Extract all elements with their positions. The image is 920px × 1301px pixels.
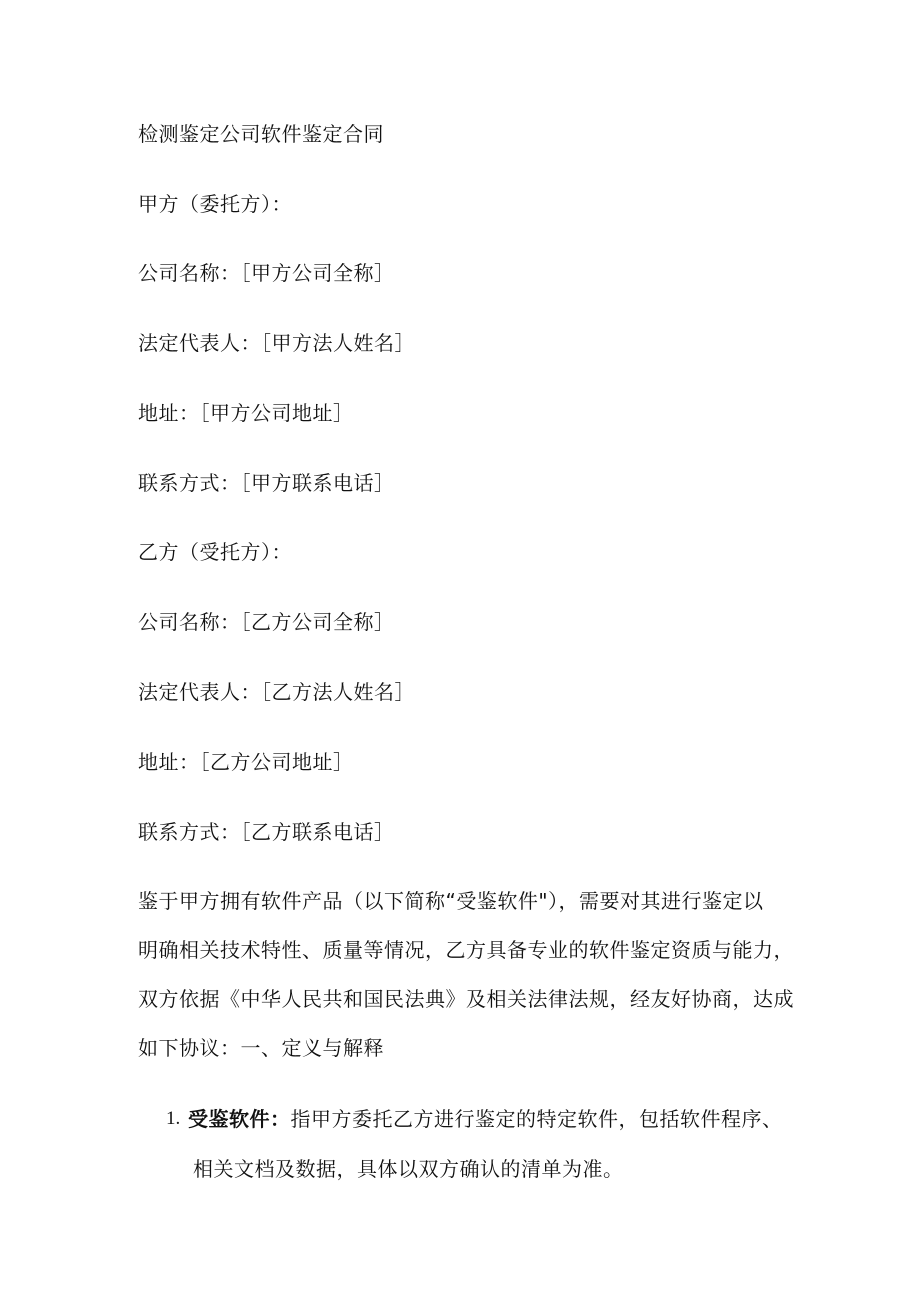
preamble-paragraph — [138, 889, 798, 1060]
party-b-heading: 乙方（受托方）： — [138, 540, 292, 564]
party-a-legal-rep: 法定代表人：［甲方法人姓名］ — [138, 331, 415, 355]
definition-item — [188, 1107, 788, 1181]
definition-term: 受鉴软件： — [188, 1107, 291, 1131]
preamble-line: 如下协议：一、定义与解释 — [138, 1036, 384, 1060]
document-title: 检测鉴定公司软件鉴定合同 — [138, 122, 384, 146]
party-b-company-name: 公司名称：［乙方公司全称］ — [138, 610, 395, 634]
definition-text-line2: 相关文档及数据，具体以双方确认的清单为准。 — [193, 1157, 624, 1181]
preamble-line: 明确相关技术特性、质量等情况，乙方具备专业的软件鉴定资质与能力， — [138, 938, 794, 962]
definition-number: 1. — [166, 1108, 181, 1129]
party-a-heading: 甲方（委托方）： — [138, 192, 292, 216]
preamble-line: 双方依据《中华人民共和国民法典》及相关法律法规，经友好协商，达成 — [138, 987, 794, 1011]
party-b-contact: 联系方式：［乙方联系电话］ — [138, 820, 395, 844]
party-b-address: 地址：［乙方公司地址］ — [138, 750, 354, 774]
party-a-contact: 联系方式：［甲方联系电话］ — [138, 471, 395, 495]
preamble-line: 鉴于甲方拥有软件产品（以下简称“受鉴软件"），需要对其进行鉴定以 — [138, 889, 764, 913]
party-a-address: 地址：［甲方公司地址］ — [138, 401, 354, 425]
definition-text-line1: 指甲方委托乙方进行鉴定的特定软件，包括软件程序、 — [290, 1107, 783, 1131]
party-b-legal-rep: 法定代表人：［乙方法人姓名］ — [138, 680, 415, 704]
party-a-company-name: 公司名称：［甲方公司全称］ — [138, 261, 395, 285]
